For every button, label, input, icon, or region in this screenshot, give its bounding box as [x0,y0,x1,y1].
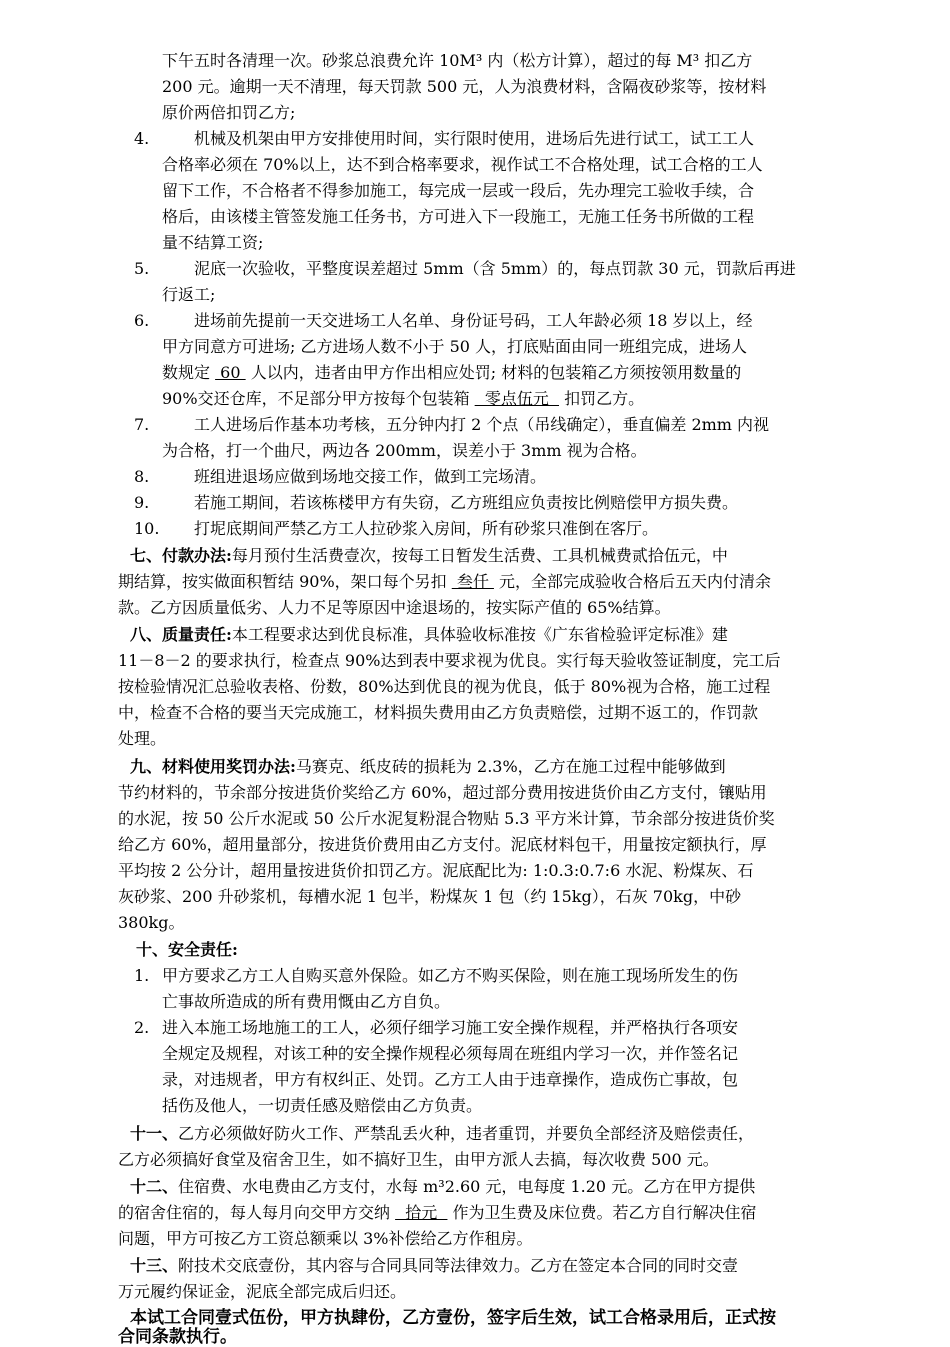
para-line: 全规定及规程，对该工种的安全操作规程必须每周在班组内学习一次，并作签名记 [162,1044,739,1063]
para-line: 泥底一次验收，平整度误差超过 5mm（含 5mm）的，每点罚款 30 元，罚款后再进 [194,259,796,278]
section-heading: 八、质量责任: [130,625,232,644]
para-line [130,625,728,647]
text-segment: 本工程要求达到优良标准，具体验收标准按《广东省检验评定标准》建 [231,625,728,644]
para-line [130,546,728,568]
para-line: 下午五时各清理一次。砂浆总浪费允许 10M³ 内（松方计算），超过的每 M³ 扣乙方 [162,51,753,70]
para-line: 工人进场后作基本功考核，五分钟内打 2 个点（吊线确定），垂直偏差 2mm 内视 [194,415,770,434]
para-line: 打坭底期间严禁乙方工人拉砂浆入房间，所有砂浆只准倒在客厅。 [194,519,659,538]
para-line: 机械及机架由甲方安排使用时间，实行限时使用，进场后先进行试工，试工工人 [194,129,755,148]
para-line: 若施工期间，若该栋楼甲方有失窃，乙方班组应负责按比例赔偿甲方损失费。 [194,493,739,512]
para-line: 录，对违规者，甲方有权纠正、处罚。乙方工人由于违章操作，造成伤亡事故，包 [162,1070,739,1089]
section-heading: 十一、 [130,1124,179,1143]
para-line: 平均按 2 公分计，超用量按进货价扣罚乙方。泥底配比为: 1:0.3:0.7:6 水泥、粉煤灰、石 [118,861,754,880]
section-heading: 十二、 [130,1177,179,1196]
section-heading: 九、材料使用奖罚办法: [130,757,296,776]
para-line [162,389,644,411]
item-number: 10. [134,519,160,538]
final-clause: 合同条款执行。 [118,1327,237,1347]
final-clause: 本试工合同壹式伍份，甲方执肆份，乙方壹份，签字后生效，试工合格录用后，正式按 [130,1308,776,1328]
para-line: 原价两倍扣罚乙方; [162,103,296,122]
para-line: 灰砂浆、200 升砂浆机，每槽水泥 1 包半，粉煤灰 1 包（约 15kg），石灰 70kg，中砂 [118,887,742,906]
para-line: 括伤及他人，一切责任感及赔偿由乙方负责。 [162,1096,483,1115]
para-line [130,1124,754,1146]
para-line [118,1203,757,1225]
para-line: 乙方必须搞好食堂及宿舍卫生，如不搞好卫生，由甲方派人去搞，每次收费 500 元。 [118,1150,719,1169]
para-line [118,572,771,594]
para-line: 班组进退场应做到场地交接工作，做到工完场清。 [194,467,547,486]
para-line: 甲方同意方可进场; 乙方进场人数不小于 50 人，打底贴面由同一班组完成，进场人 [162,337,748,356]
text-segment: 的宿舍住宿的，每人每月向交甲方交纳 [118,1203,396,1222]
para-line: 行返工; [162,285,216,304]
text-segment: 马赛克、纸皮砖的损耗为 2.3%，乙方在施工过程中能够做到 [295,757,726,776]
item-number: 9. [134,493,150,512]
para-line: 留下工作，不合格者不得参加施工，每完成一层或一段后，先办理完工验收手续，合 [162,181,755,200]
para-line: 甲方要求乙方工人自购买意外保险。如乙方不购买保险，则在施工现场所发生的伤 [162,966,739,985]
item-number: 8. [134,467,150,486]
para-line: 万元履约保证金，泥底全部完成后归还。 [118,1282,407,1301]
filled-blank: 60 [215,363,246,382]
filled-blank: 叁仟 [451,572,494,591]
section-heading: 十、安全责任: [136,940,238,959]
text-segment: 90%交还仓库，不足部分甲方按每个包装箱 [162,389,475,408]
item-number: 2. [134,1018,150,1037]
text-segment: 住宿费、水电费由乙方支付，水每 m³2.60 元，电每度 1.20 元。乙方在甲方提供 [178,1177,756,1196]
text-segment: 期结算，按实做面积暂结 90%，架口每个另扣 [118,572,452,591]
para-line [130,1177,755,1199]
para-line: 给乙方 60%，超用量部分，按进货价费用由乙方支付。泥底材料包干，用量按定额执行，厚 [118,835,767,854]
para-line: 格后，由该楼主管签发施工任务书，方可进入下一段施工，无施工任务书所做的工程 [162,207,755,226]
text-segment: 乙方必须做好防火工作、严禁乱丢火种，违者重罚，并要负全部经济及赔偿责任， [178,1124,755,1143]
para-line [130,1256,738,1278]
text-segment: 人以内，违者由甲方作出相应处罚; 材料的包装箱乙方须按领用数量的 [245,363,742,382]
item-number: 7. [134,415,150,434]
section-heading: 七、付款办法: [130,546,232,565]
para-line: 11－8－2 的要求执行，检查点 90%达到表中要求视为优良。实行每天验收签证制度，完工后 [118,651,781,670]
para-line: 合格率必须在 70%以上，达不到合格率要求，视作试工不合格处理，试工合格的工人 [162,155,763,174]
para-line: 为合格，打一个曲尺，两边各 200mm，误差小于 3mm 视为合格。 [162,441,647,460]
text-segment: 每月预付生活费壹次，按每工日暂发生活费、工具机械费贰拾伍元，中 [231,546,728,565]
para-line: 亡事故所造成的所有费用慨由乙方自负。 [162,992,451,1011]
para-line: 380kg。 [118,913,185,932]
para-line: 处理。 [118,729,167,748]
item-number: 5. [134,259,150,278]
text-segment: 作为卫生费及床位费。若乙方自行解决住宿 [447,1203,757,1222]
para-line: 中，检查不合格的要当天完成施工，材料损失费用由乙方负责赔偿，过期不返工的，作罚款 [118,703,759,722]
para-line [130,757,726,779]
para-line: 节约材料的，节余部分按进货价奖给乙方 60%，超过部分费用按进货价由乙方支付，镶贴用 [118,783,767,802]
item-number: 1. [134,966,150,985]
text-segment: 数规定 [162,363,216,382]
text-segment: 附技术交底壹份，其内容与合同具同等法律效力。乙方在签定本合同的同时交壹 [178,1256,739,1275]
text-segment: 扣罚乙方。 [559,389,645,408]
text-segment: 元，全部完成验收合格后五天内付清余 [493,572,772,591]
para-line: 进入本施工场地施工的工人，必须仔细学习施工安全操作规程，并严格执行各项安 [162,1018,739,1037]
section-heading: 十三、 [130,1256,179,1275]
para-line: 量不结算工资; [162,233,264,252]
para-line: 200 元。逾期一天不清理，每天罚款 500 元，人为浪费材料，含隔夜砂浆等，按材料 [162,77,767,96]
filled-blank: 拾元 [395,1203,448,1222]
filled-blank: 零点伍元 [474,389,560,408]
para-line: 按检验情况汇总验收表格、份数，80%达到优良的视为优良，低于 80%视为合格，施工过程 [118,677,771,696]
para-line [162,363,741,385]
item-number: 4. [134,129,150,148]
para-line: 款。乙方因质量低劣、人力不足等原因中途退场的，按实际产值的 65%结算。 [118,598,671,617]
para-line: 进场前先提前一天交进场工人名单、身份证号码，工人年龄必须 18 岁以上，经 [194,311,753,330]
para-line: 的水泥，按 50 公斤水泥或 50 公斤水泥复粉混合物贴 5.3 平方米计算，节余部分按进货价奖 [118,809,775,828]
para-line: 问题，甲方可按乙方工资总额乘以 3%补偿给乙方作租房。 [118,1229,533,1248]
item-number: 6. [134,311,150,330]
